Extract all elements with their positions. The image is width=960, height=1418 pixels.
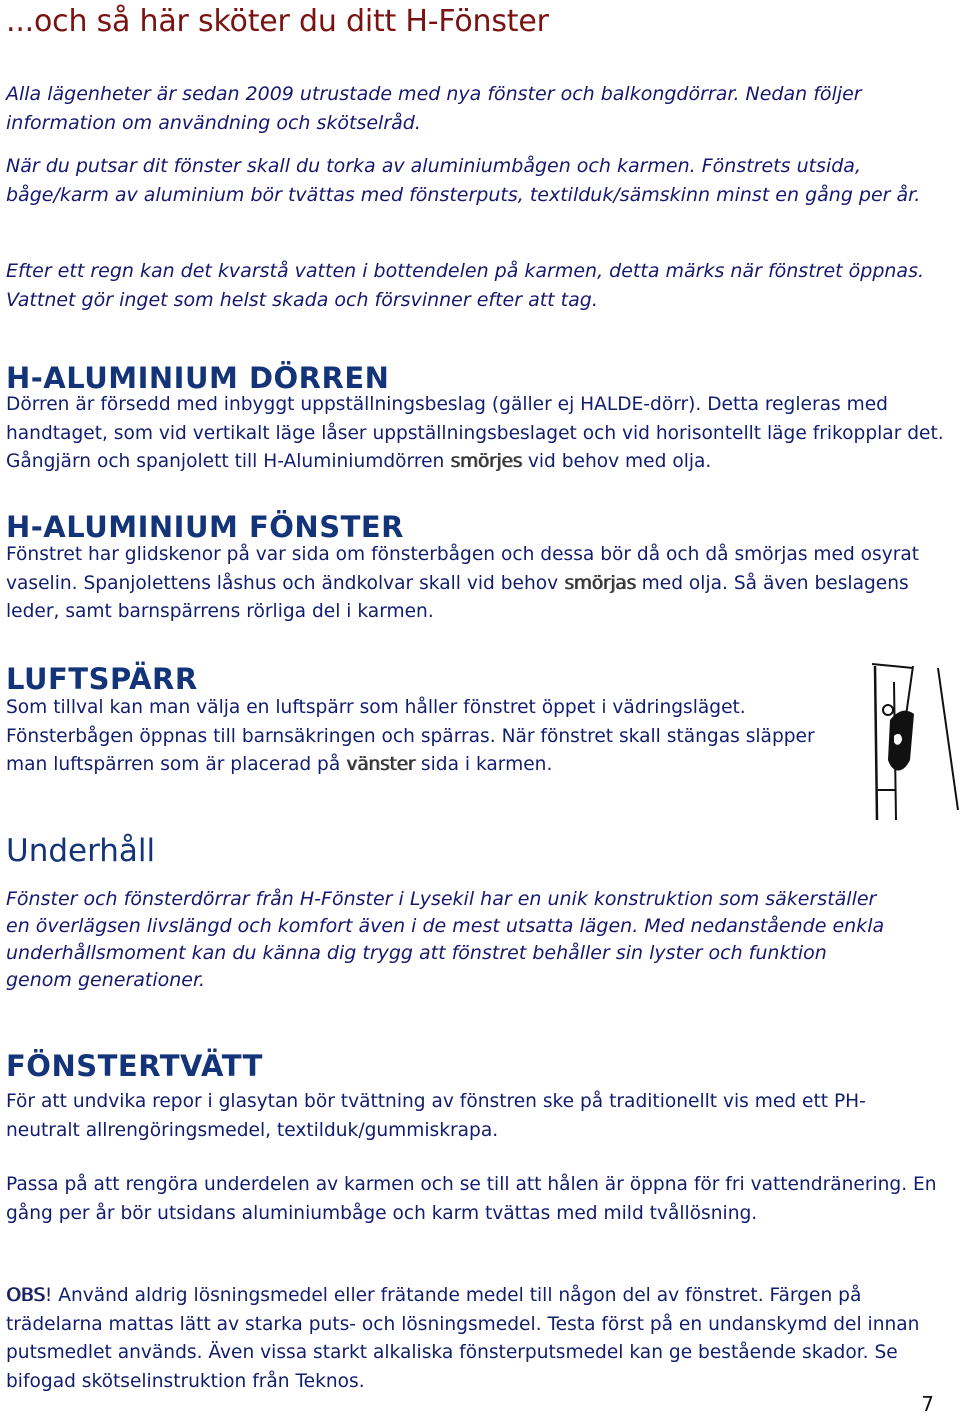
intro-paragraph-2: När du putsar dit fönster skall du torka av aluminiumbågen och karmen. Fönstrets utsida, båge/karm av aluminium bör tvättas med fönsterputs, textilduk/sämskinn minst en gång per år.: [6, 155, 921, 206]
washing-paragraph-1: För att undvika repor i glasytan bör tvättning av fönstren ske på traditionellt vis med ett PH-neutralt allrengöringsmedel, textilduk/gummiskrapa.: [6, 1091, 866, 1141]
obs-paragraph: [6, 1282, 956, 1396]
lock-paragraph: [6, 694, 838, 780]
window-lock-sketch: [868, 660, 960, 820]
door-emphasis: smörjes: [450, 451, 522, 472]
window-emphasis: smörjas: [564, 572, 636, 594]
lock-text-start: Som tillval kan man välja en luftspärr som håller fönstret öppet i vädringsläget. Fönsterbågen öppnas till barnsäkringen och spärras. När fönstret skall stängas släpper man luftspärren som är placerad på: [6, 697, 815, 775]
lock-emphasis: vänster: [346, 754, 416, 775]
lock-text-end: sida i karmen.: [415, 754, 553, 775]
washing-paragraph-2: Passa på att rengöra underdelen av karmen och se till att hålen är öppna för fri vattendränering. En gång per år bör utsidans aluminiumbåge och karm tvättas med mild tvållösning.: [6, 1174, 937, 1224]
washing-heading: FÖNSTERTVÄTT: [6, 1049, 263, 1083]
page-number: 7: [921, 1392, 934, 1416]
window-text-end: med olja. Så även beslagens leder, samt barnspärrens rörliga del i karmen.: [6, 572, 909, 622]
door-text-end: vid behov med olja.: [521, 451, 712, 472]
intro-paragraph-1: Alla lägenheter är sedan 2009 utrustade med nya fönster och balkongdörrar. Nedan följer information om användning och skötselråd.: [6, 83, 862, 134]
door-heading: H-ALUMINIUM DÖRREN: [6, 361, 390, 395]
maintenance-heading: Underhåll: [6, 833, 156, 869]
page-title: ...och så här sköter du ditt H-Fönster: [6, 4, 549, 39]
door-text-start: Dörren är försedd med inbyggt uppställningsbeslag (gäller ej HALDE-dörr). Detta regleras med handtaget, som vid vertikalt läge låser uppställningsbeslaget och vid horisontellt läge frikopplar det. Gångjärn och spanjolett till H-Aluminiumdörren: [6, 394, 944, 472]
obs-label: OBS: [6, 1285, 45, 1306]
window-text-start: Fönstret har glidskenor på var sida om fönsterbågen och dessa bör då och då smörjas med osyrat vaselin. Spanjolettens låshus och ändkolvar skall vid behov: [6, 544, 920, 594]
maintenance-paragraph: Fönster och fönsterdörrar från H-Fönster i Lysekil har en unik konstruktion som säkerställer en överlägsen livslängd och komfort även i de mest utsatta lägen. Med nedanstående enkla underhållsmoment kan du känna dig trygg att fönstret behåller sin lyster och funktion genom generationer.: [6, 888, 885, 991]
window-paragraph: [6, 541, 946, 627]
obs-text: ! Använd aldrig lösningsmedel eller frätande medel till någon del av fönstret. Färgen på trädelarna mattas lätt av starka puts- och lösningsmedel. Testa först på en undanskymd del innan putsmedlet används. Även vissa starkt alkaliska fönsterputsmedel kan ge bestående skador. Se bifogad skötselinstruktion från Teknos.: [6, 1285, 920, 1392]
intro-paragraph-3: Efter ett regn kan det kvarstå vatten i bottendelen på karmen, detta märks när fönstret öppnas. Vattnet gör inget som helst skada och försvinner efter att tag.: [6, 260, 925, 311]
lock-heading: LUFTSPÄRR: [6, 662, 198, 696]
window-heading: H-ALUMINIUM FÖNSTER: [6, 510, 404, 544]
door-paragraph: [6, 391, 956, 477]
